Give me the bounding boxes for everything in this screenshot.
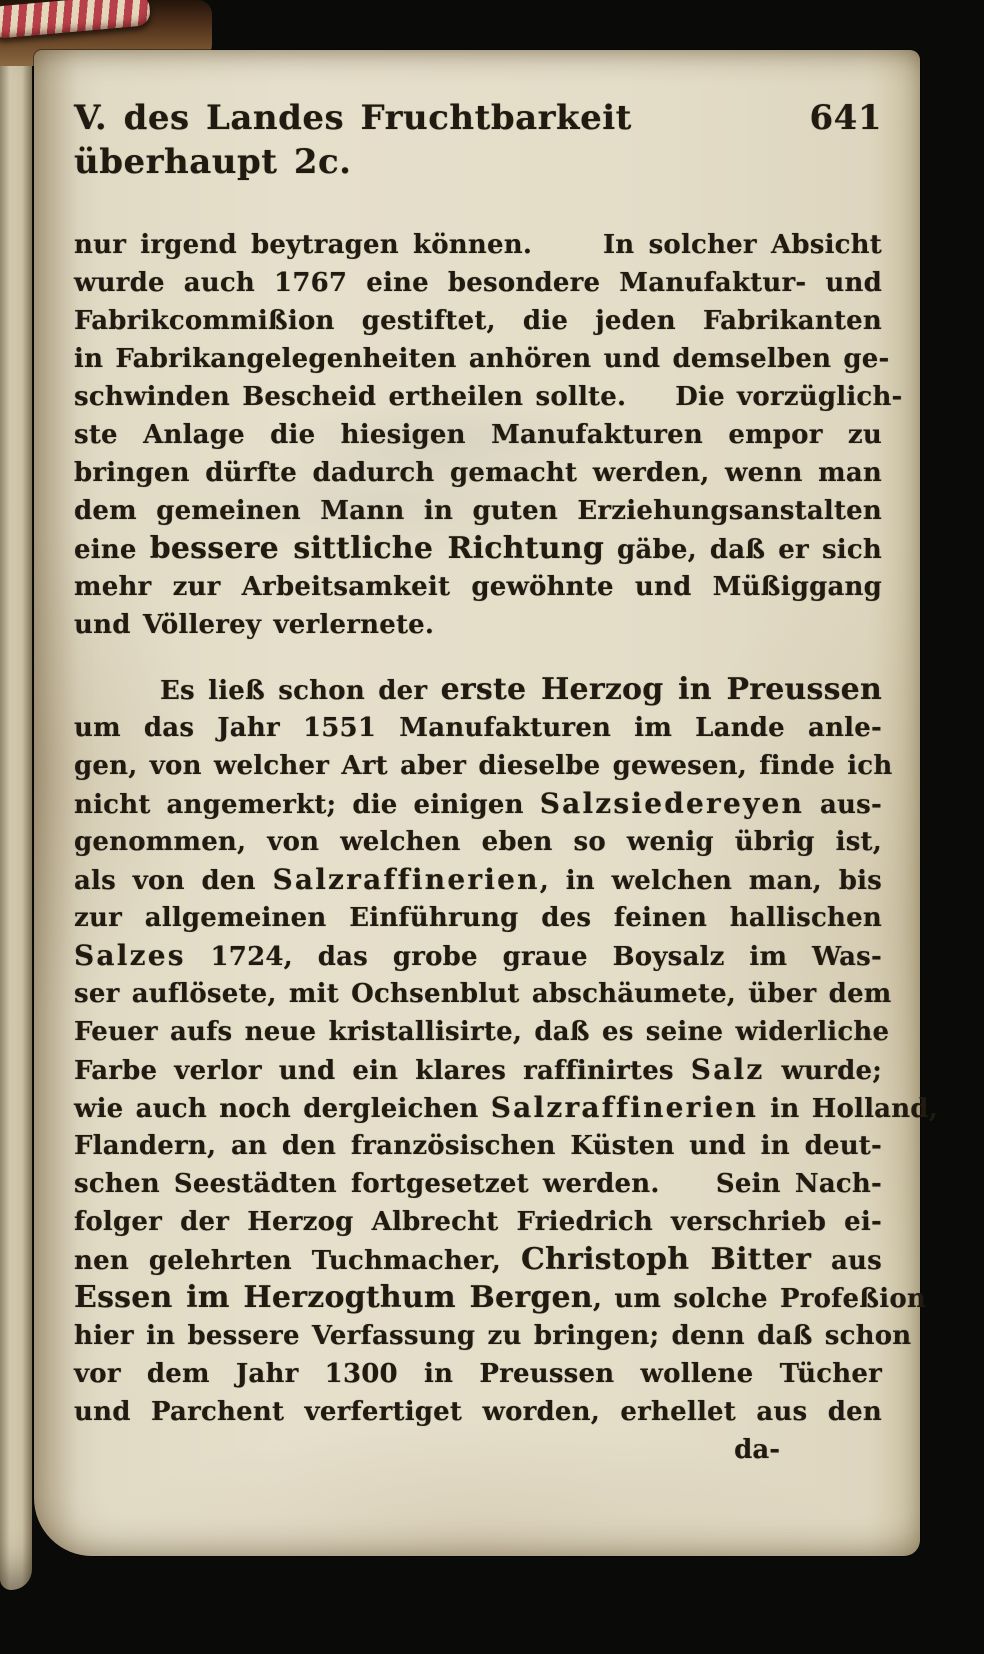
header-title: V. des Landes Fruchtbarkeit überhaupt 2c. [74, 98, 632, 182]
text-line [74, 1165, 882, 1203]
text-segment: aus [811, 1246, 882, 1276]
text-segment: wie auch noch dergleichen [74, 1094, 491, 1124]
body-text [74, 226, 938, 1431]
running-header [74, 96, 882, 184]
text-line [74, 1013, 890, 1051]
emphasized-text-segment: Salz [690, 1053, 765, 1086]
text-segment: bringen dürfte dadurch gemacht werden, wenn man [74, 458, 882, 488]
text-line [74, 606, 882, 644]
text-segment: ser auflösete, mit Ochsenblut abschäumete, über dem [74, 979, 892, 1009]
text-line [74, 492, 882, 530]
text-segment: Flandern, an den französischen Küsten und in deut- [74, 1131, 882, 1161]
text-segment: gäbe, daß er sich [604, 535, 882, 565]
text-segment: Es ließ schon der [160, 676, 441, 706]
catchword: da- [734, 1435, 780, 1465]
text-line [74, 1089, 938, 1127]
text-line [74, 340, 890, 378]
text-line [74, 785, 882, 823]
emphasized-text-segment: Christoph Bitter [520, 1242, 812, 1277]
text-line [74, 226, 882, 264]
page-content [74, 96, 938, 1469]
text-segment: hier in bessere Verfassung zu bringen; denn daß schon [74, 1321, 912, 1351]
text-segment: mehr zur Arbeitsamkeit gewöhnte und Müßiggang [74, 572, 882, 602]
text-segment: nen gelehrten Tuchmacher, [74, 1246, 521, 1276]
text-segment: vor dem Jahr 1300 in Preussen wollene Tücher [74, 1359, 882, 1389]
text-segment: schwinden Bescheid ertheilen sollte. Die vorzüglich- [74, 382, 903, 412]
text-segment: gen, von welcher Art aber dieselbe gewesen, finde ich [74, 751, 893, 781]
text-line [74, 568, 882, 606]
text-line [74, 530, 882, 568]
paragraph [74, 226, 903, 644]
paragraph [74, 671, 938, 1431]
emphasized-text-segment: Salzes [74, 939, 186, 972]
text-line [74, 899, 882, 937]
text-segment: nicht angemerkt; die einigen [74, 790, 540, 820]
text-segment: zur allgemeinen Einführung des feinen hallischen [74, 903, 882, 933]
text-segment: wurde auch 1767 eine besondere Manufaktur- und [74, 268, 882, 298]
text-line [74, 671, 882, 709]
text-segment: nur irgend beytragen können. In solcher Absicht [74, 230, 882, 260]
text-segment: schen Seestädten fortgesetzet werden. Sein Nach- [74, 1169, 882, 1199]
text-segment: und Parchent verfertiget worden, erhellet aus den [74, 1397, 882, 1427]
emphasized-text-segment: Essen im Herzogthum Bergen [74, 1280, 593, 1315]
text-line [74, 378, 903, 416]
text-line [74, 1393, 882, 1431]
text-line [74, 823, 882, 861]
emphasized-text-segment: Salzsiedereyen [539, 787, 805, 820]
text-line [74, 302, 882, 340]
text-segment: 1724, das grobe graue Boysalz im Was- [185, 942, 882, 972]
text-segment: um das Jahr 1551 Manufakturen im Lande anle- [74, 713, 882, 743]
text-line [74, 416, 882, 454]
text-line [74, 1355, 882, 1393]
text-segment: Feuer aufs neue kristallisirte, daß es seine widerliche [74, 1017, 890, 1047]
text-segment: , in welchen man, bis [539, 866, 882, 896]
text-segment: eine [74, 535, 150, 565]
text-line [74, 709, 882, 747]
book-page [34, 50, 938, 1556]
text-segment: Fabrikcommißion gestiftet, die jeden Fabrikanten [74, 306, 882, 336]
text-segment: wurde; [764, 1056, 882, 1086]
text-line [74, 1317, 912, 1355]
text-line [74, 454, 882, 492]
page-stack-edge [0, 42, 32, 1590]
text-line [74, 1203, 882, 1241]
emphasized-text-segment: Salzraffinerien [272, 863, 540, 896]
text-line [74, 1127, 882, 1165]
text-segment: ste Anlage die hiesigen Manufakturen empor zu [74, 420, 882, 450]
emphasized-text-segment: erste Herzog in Preussen [440, 672, 882, 707]
text-segment: dem gemeinen Mann in guten Erziehungsanstalten [74, 496, 882, 526]
text-line [74, 1241, 882, 1279]
text-line [74, 264, 882, 302]
text-line [74, 861, 882, 899]
text-segment: genommen, von welchen eben so wenig übrig ist, [74, 827, 882, 857]
text-segment: als von den [74, 866, 273, 896]
text-line [74, 1051, 882, 1089]
text-line [74, 975, 892, 1013]
text-line [74, 1279, 926, 1317]
text-segment: in Holland, [758, 1094, 938, 1124]
text-line [74, 747, 893, 785]
text-segment: aus- [804, 790, 882, 820]
text-segment: und Völlerey verlernete. [74, 610, 435, 640]
text-segment: folger der Herzog Albrecht Friedrich verschrieb ei- [74, 1207, 882, 1237]
emphasized-text-segment: Salzraffinerien [490, 1091, 759, 1124]
text-segment: Farbe verlor und ein klares raffinirtes [74, 1056, 691, 1086]
page-number: 641 [809, 98, 882, 138]
text-segment: in Fabrikangelegenheiten anhören und demselben ge- [74, 344, 890, 374]
text-segment: , um solche Profeßion [592, 1284, 926, 1314]
text-line [74, 937, 882, 975]
emphasized-text-segment: bessere sittliche Richtung [149, 531, 604, 566]
